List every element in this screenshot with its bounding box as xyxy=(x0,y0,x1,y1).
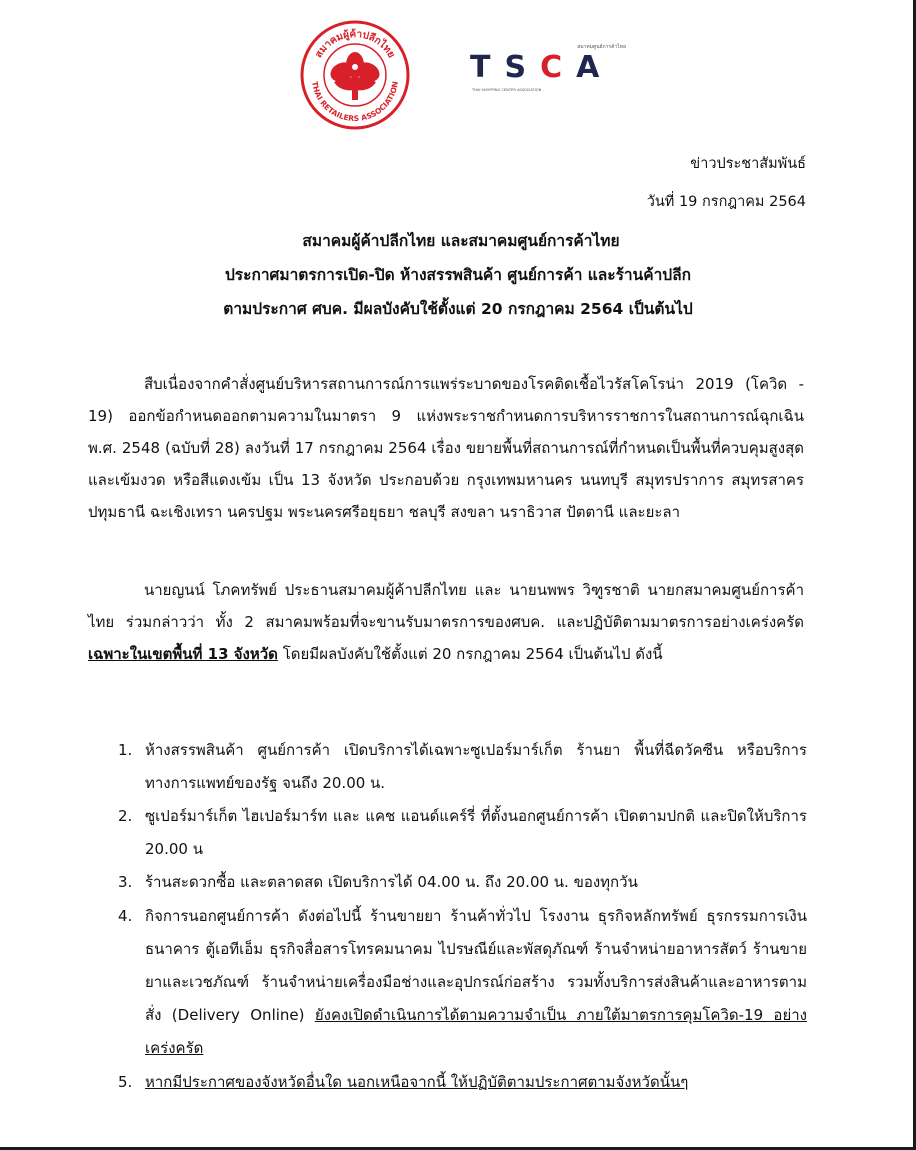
tsca-logo xyxy=(466,40,646,96)
release-date: วันที่ 19 กรกฎาคม 2564 xyxy=(646,194,806,210)
lotus-emblem-icon xyxy=(327,52,382,100)
paragraph-2-text-end: โดยมีผลบังคับใช้ตั้งแต่ 20 กรกฎาคม 2564 เป็นต้นไป ดังนี้ xyxy=(282,645,663,663)
title-line-1: สมาคมผู้ค้าปลีกไทย และสมาคมศูนย์การค้าไทย xyxy=(302,232,620,250)
list-item-number: 3. xyxy=(118,873,133,891)
thai-retailers-association-logo xyxy=(300,20,410,130)
paragraph-2-emphasis: เฉพาะในเขตพื้นที่ 13 จังหวัด xyxy=(88,645,278,663)
list-item-text: ซูเปอร์มาร์เก็ต ไฮเปอร์มาร์ท และ แคช แอนด์แคร์รี่ ที่ตั้งนอกศูนย์การค้า เปิดตามปกติ และปิดให้บริการ 20.00 น xyxy=(145,807,807,858)
tsca-caption-english: THAI SHOPPING CENTER ASSOCIATION xyxy=(472,88,542,92)
list-item-number: 1. xyxy=(118,741,133,759)
tsca-caption-thai: สมาคมศูนย์การค้าไทย xyxy=(577,44,626,50)
tsca-letter-s: S xyxy=(504,50,541,85)
list-item-text-block xyxy=(145,1066,807,1099)
list-item-text: ร้านสะดวกซื้อ และตลาดสด เปิดบริการได้ 04.00 น. ถึง 20.00 น. ของทุกวัน xyxy=(145,873,638,891)
paragraph-2-text: นายญนน์ โภคทรัพย์ ประธานสมาคมผู้ค้าปลีกไทย และ นายนพพร วิฑูรชาติ นายกสมาคมศูนย์การค้าไทย ร่วมกล่าวว่า ทั้ง 2 สมาคมพร้อมที่จะขานรับมาตรการของศบค. และปฏิบัติตามมาตรการอย่างเคร่งครัด xyxy=(88,581,804,631)
logo-english-text: THAI RETAILERS ASSOCIATION xyxy=(310,80,400,124)
body-paragraph-2 xyxy=(88,574,804,670)
press-release-label: ข่าวประชาสัมพันธ์ xyxy=(690,156,806,172)
title-line-2: ประกาศมาตรการเปิด-ปิด ห้างสรรพสินค้า ศูนย์การค้า และร้านค้าปลีก xyxy=(224,266,692,284)
list-item-text: กิจการนอกศูนย์การค้า ดังต่อไปนี้ ร้านขายยา ร้านค้าทั่วไป โรงงาน ธุรกิจหลักทรัพย์ ธุรกรรมการเงิน ธนาคาร ตู้เอทีเอ็ม ธุรกิจสื่อสารโทรคมนาคม ไปรษณีย์และพัสดุภัณฑ์ ร้านจำหน่ายอาหารสัตว์ ร้านขายยาและเวชภัณฑ์ ร้านจำหน่ายเครื่องมือช่างและอุปกรณ์ก่อสร้าง รวมทั้งบริการส่งสินค้าและอาหารตามสั่ง (Delivery Online) xyxy=(145,907,807,1024)
title-line-3: ตามประกาศ ศบค. มีผลบังคับใช้ตั้งแต่ 20 กรกฎาคม 2564 เป็นต้นไป xyxy=(223,300,693,318)
list-item-number: 2. xyxy=(118,807,133,825)
list-item-text: ห้างสรรพสินค้า ศูนย์การค้า เปิดบริการได้เฉพาะซูเปอร์มาร์เก็ต ร้านยา พื้นที่ฉีดวัคซีน หรือบริการทางการแพทย์ของรัฐ จนถึง 20.00 น. xyxy=(145,741,807,792)
paragraph-1-text: สืบเนื่องจากคำสั่งศูนย์บริหารสถานการณ์การแพร่ระบาดของโรคติดเชื้อไวรัสโคโรน่า 2019 (โควิด - 19) ออกข้อกำหนดออกตามความในมาตรา 9 แห่งพระราชกำหนดการบริหารราชการในสถานการณ์ฉุกเฉิน พ.ศ. 2548 (ฉบับที่ 28) ลงวันที่ 17 กรกฎาคม 2564 เรื่อง ขยายพื้นที่สถานการณ์ที่กำหนดเป็นพื้นที่ควบคุมสูงสุดและเข้มงวด หรือสีแดงเข้ม เป็น 13 จังหวัด ประกอบด้วย กรุงเทพมหานคร นนทบุรี สมุทรปราการ สมุทรสาคร ปทุมธานี ฉะเชิงเทรา นครปฐม พระนครศรีอยุธยา ชลบุรี สงขลา นราธิวาส ปัตตานี และยะลา xyxy=(88,375,804,521)
logo-thai-text: สมาคมผู้ค้าปลีกไทย xyxy=(313,28,397,60)
list-item-number: 4. xyxy=(118,907,133,925)
list-item-text-block xyxy=(145,900,807,1065)
tsca-wordmark xyxy=(470,50,613,85)
list-item-underlined-text: ยังคงเปิดดำเนินการได้ตามความจำเป็น ภายใต้มาตรการคุมโควิด-19 อย่างเคร่งครัด xyxy=(145,1006,807,1057)
list-item-number: 5. xyxy=(118,1073,133,1091)
tsca-letter-c: C xyxy=(540,50,577,85)
tsca-letter-a: A xyxy=(576,50,614,85)
document-titles xyxy=(0,224,916,326)
list-item-underlined-text: หากมีประกาศของจังหวัดอื่นใด นอกเหนือจากนี้ ให้ปฏิบัติตามประกาศตามจังหวัดนั้นๆ xyxy=(145,1073,689,1091)
tsca-letter-t: T xyxy=(470,50,505,85)
body-paragraph-1 xyxy=(88,368,804,528)
